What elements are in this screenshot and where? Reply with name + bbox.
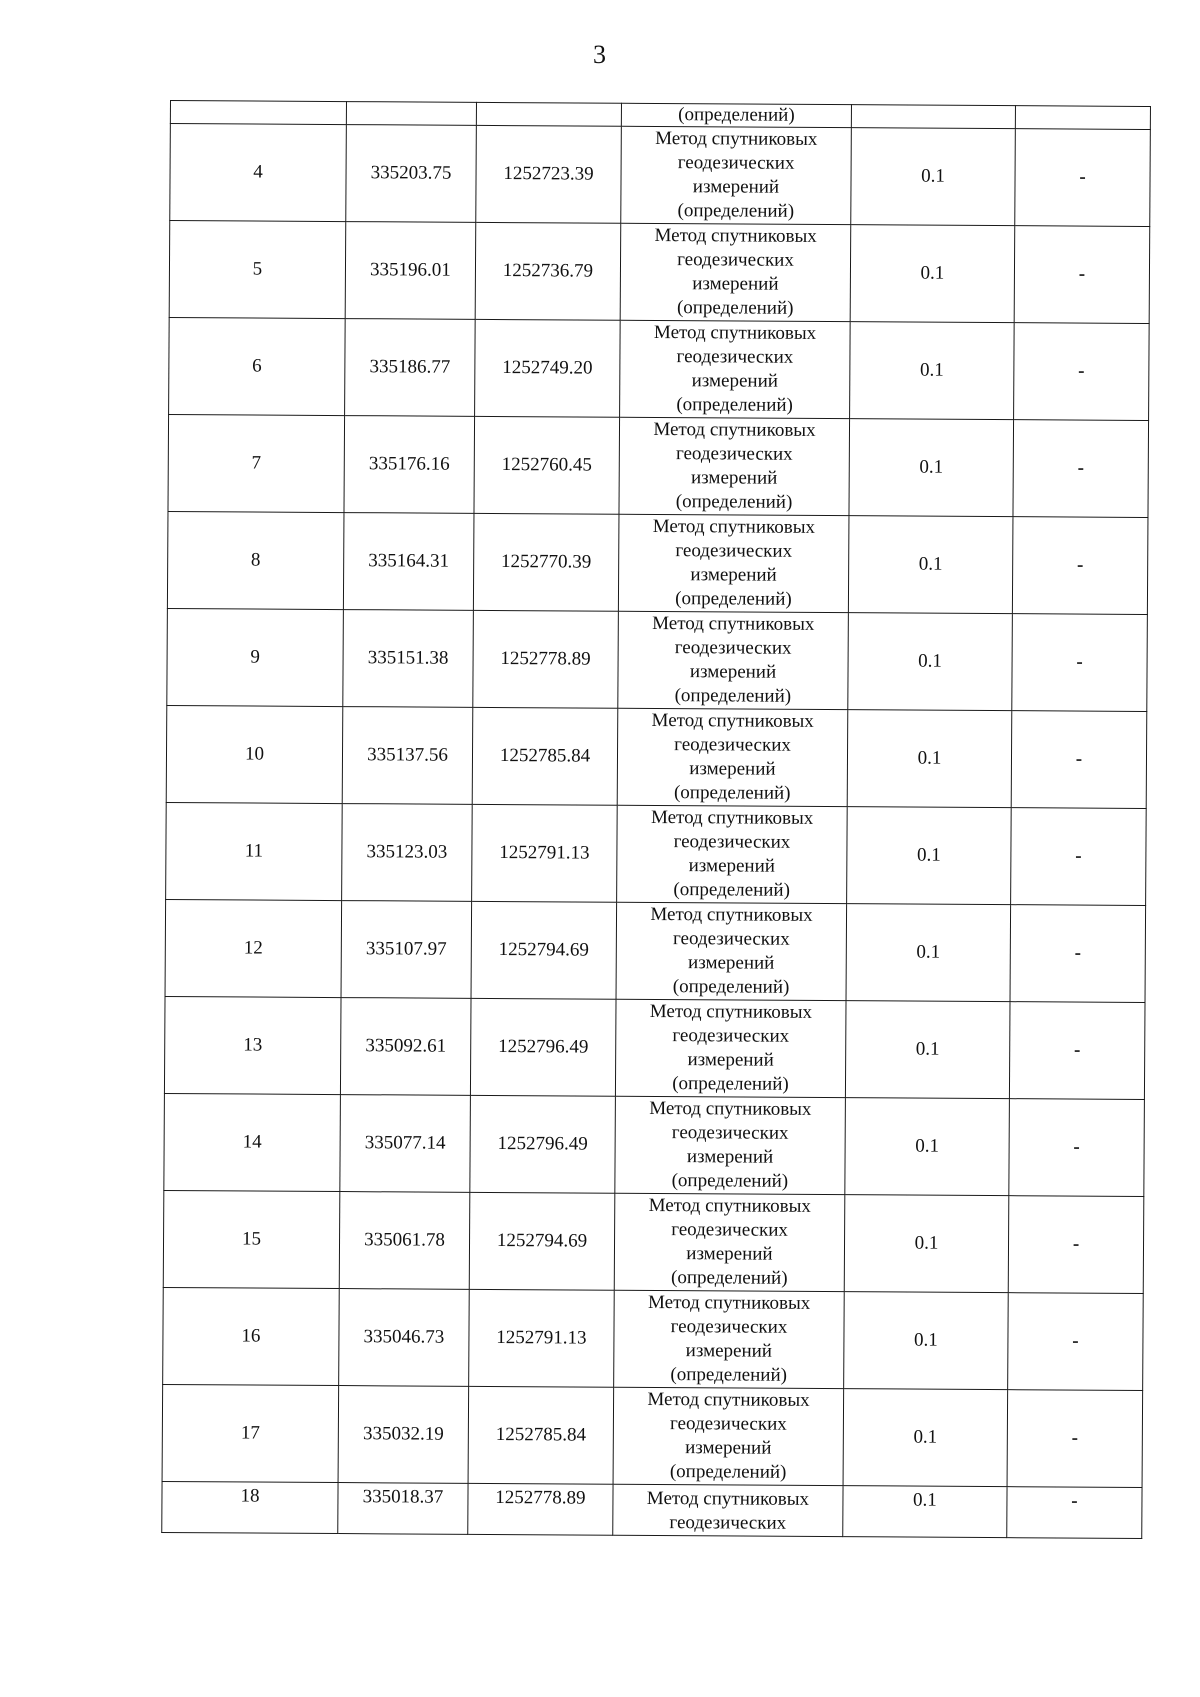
note-cell [1014,226,1150,324]
note-cell [1013,420,1149,518]
table-row [170,124,1151,227]
y-coordinate-cell-text: 1252778.89 [500,648,591,670]
accuracy-cell-text: 0.1 [919,359,944,381]
x-coordinate-cell [342,707,473,805]
point-number-cell-text: 10 [244,743,265,765]
method-line: (определений) [670,1267,788,1289]
y-coordinate-cell [472,707,618,805]
y-coordinate-cell-text: 1252785.84 [499,745,591,767]
method-line: Метод спутниковых [647,1291,811,1314]
method-cell [621,126,852,224]
y-coordinate-cell [475,222,621,320]
method-line: измерений [690,467,778,489]
y-coordinate-cell [474,416,620,514]
method-line: (определений) [672,1073,789,1095]
note-cell [1015,129,1151,227]
method-line: (определений) [669,1461,787,1483]
method-cell [614,1290,845,1388]
point-number-cell [165,899,342,997]
note-cell [1007,1390,1143,1488]
table-row [163,1190,1144,1293]
x-coordinate-cell [342,804,473,902]
note-cell-text: - [1071,1490,1078,1512]
method-cell [619,417,850,515]
x-coordinate-cell [339,1192,470,1290]
method-line: Метод спутниковых [647,1388,810,1411]
accuracy-cell-text: 0.1 [915,1135,940,1157]
accuracy-cell [850,225,1015,323]
method-cell [613,1484,843,1536]
y-coordinate-cell-text: 1252760.45 [501,454,592,476]
method-line: (определений) [675,588,792,610]
method-line: Метод спутниковых [649,1000,813,1023]
method-cell [617,708,848,806]
method-cell [618,611,849,709]
point-number-cell-text: 14 [242,1131,262,1153]
accuracy-cell-text: 0.1 [917,747,942,769]
accuracy-cell-text: 0.1 [918,553,943,575]
x-coordinate-cell [343,610,474,708]
method-line: Метод спутниковых [651,709,814,732]
y-coordinate-cell [468,1386,614,1484]
point-number-cell-text: 17 [240,1422,260,1444]
table-row [167,511,1148,614]
table-row [166,802,1147,905]
point-number-cell-text: 8 [250,549,261,571]
note-cell [1014,323,1150,421]
y-coordinate-cell [473,610,619,708]
method-line: (определений) [673,782,791,804]
point-number-cell-text: 6 [252,355,262,377]
accuracy-cell [845,1001,1010,1099]
table-row [162,1384,1143,1487]
point-number-cell [164,1093,341,1191]
method-line: геодезических [675,443,793,465]
method-line: геодезических [671,1219,789,1241]
x-coordinate-cell-text: 335107.97 [365,938,447,960]
note-cell [1011,808,1147,906]
note-cell [1009,1099,1145,1197]
method-line: (определений) [675,491,793,513]
method-line: геодезических [669,1512,787,1534]
method-line: (определений) [674,685,792,707]
table-row [169,221,1150,324]
x-coordinate-cell [346,125,477,223]
accuracy-cell [848,516,1013,614]
y-coordinate-cell-text: 1252736.79 [502,260,594,282]
coordinates-table [161,100,1151,1539]
method-line: Метод спутниковых [654,224,817,247]
accuracy-cell [847,807,1012,905]
x-coordinate-cell [345,319,476,417]
table-row [167,608,1148,711]
point-number-cell-text: 7 [251,452,262,474]
method-line: Метод спутниковых [655,127,818,150]
accuracy-cell-text: 0.1 [915,1038,940,1060]
accuracy-cell-text: 0.1 [919,456,944,478]
y-coordinate-cell [473,513,619,611]
point-number-cell [162,1481,338,1533]
x-coordinate-cell-text: 335137.56 [367,744,448,766]
note-cell-text: - [1074,942,1082,964]
note-cell [1012,614,1148,712]
x-coordinate-cell-text: 335123.03 [366,841,448,863]
note-cell-text: - [1075,845,1082,867]
table-row [169,317,1150,420]
table-row [164,1093,1145,1196]
method-line: (определений) [678,104,795,126]
note-cell [1008,1293,1144,1391]
accuracy-cell [851,105,1015,129]
point-number-cell [170,101,346,125]
accuracy-cell [845,1098,1010,1196]
method-line: (определений) [676,297,794,319]
method-line: Метод спутниковых [653,321,817,344]
point-number-cell [166,802,343,900]
accuracy-cell-text: 0.1 [916,844,941,866]
y-coordinate-cell [470,1095,616,1193]
y-coordinate-cell-text: 1252794.69 [498,939,590,961]
method-line: геодезических [676,346,794,368]
method-line: измерений [691,370,779,392]
method-line: Метод спутниковых [652,515,816,538]
point-number-cell [170,124,347,222]
accuracy-cell-text: 0.1 [914,1232,939,1254]
accuracy-cell [848,613,1013,711]
note-cell [1010,905,1146,1003]
method-line: Метод спутниковых [646,1487,810,1510]
point-number-cell [163,1287,340,1385]
accuracy-cell [850,322,1015,420]
note-cell-text: - [1073,1039,1081,1061]
method-line: Метод спутниковых [650,806,814,829]
table-row [168,414,1149,517]
note-cell-text: - [1075,748,1083,770]
point-number-cell [169,317,346,415]
accuracy-cell-text: 0.1 [920,262,945,284]
method-line: Метод спутниковых [653,418,816,441]
x-coordinate-cell [345,222,476,320]
method-line: (определений) [672,976,790,998]
method-line: измерений [688,855,776,877]
accuracy-cell-text: 0.1 [913,1426,938,1448]
note-cell-text: - [1078,360,1085,382]
x-coordinate-cell-text: 335164.31 [368,550,450,572]
note-cell-text: - [1076,554,1084,576]
y-coordinate-cell-text: 1252770.39 [500,551,592,573]
point-number-cell-text: 9 [250,646,260,668]
note-cell [1015,106,1150,130]
method-line: Метод спутниковых [649,1097,812,1120]
x-coordinate-cell-text: 335046.73 [363,1326,445,1348]
point-number-cell [167,511,344,609]
note-cell-text: - [1077,457,1084,479]
y-coordinate-cell [471,901,617,999]
y-coordinate-cell [470,998,616,1096]
x-coordinate-cell [338,1386,469,1484]
method-line: (определений) [671,1170,789,1192]
accuracy-cell-text: 0.1 [913,1329,938,1351]
x-coordinate-cell-text: 335186.77 [369,356,451,378]
method-line: геодезических [672,1025,790,1047]
method-line: измерений [686,1243,773,1265]
note-cell [1011,711,1147,809]
accuracy-cell [844,1195,1009,1293]
note-cell [1008,1196,1144,1294]
method-line: измерений [689,758,776,780]
x-coordinate-cell [341,901,472,999]
method-cell [620,223,851,321]
y-coordinate-cell-text: 1252749.20 [502,357,593,379]
note-cell [1012,517,1148,615]
method-line: измерений [688,952,775,974]
y-coordinate-cell-text: 1252796.49 [497,1133,588,1155]
y-coordinate-cell [469,1192,615,1290]
accuracy-cell-text: 0.1 [916,941,941,963]
method-line: геодезических [671,1122,789,1144]
method-line: (определений) [676,394,793,416]
method-cell [614,1193,845,1291]
point-number-cell [162,1384,339,1482]
x-coordinate-cell [340,1095,471,1193]
point-number-cell-text: 11 [244,840,264,862]
method-line: измерений [687,1049,774,1071]
method-line: измерений [685,1340,773,1362]
accuracy-cell [843,1486,1007,1538]
point-number-cell-text: 16 [241,1325,261,1347]
page-number: 3 [593,40,607,69]
x-coordinate-cell-text: 335092.61 [365,1035,447,1057]
y-coordinate-cell [476,102,621,126]
accuracy-cell [847,710,1012,808]
x-coordinate-cell [339,1289,470,1387]
x-coordinate-cell [344,416,475,514]
x-coordinate-cell-text: 335176.16 [368,453,450,475]
point-number-cell [168,414,345,512]
y-coordinate-cell [472,804,618,902]
point-number-cell [164,996,341,1094]
method-line: измерений [686,1146,774,1168]
method-cell [613,1387,844,1485]
method-line: геодезических [672,928,790,950]
method-cell [615,999,846,1097]
method-cell [621,103,851,127]
accuracy-cell [849,419,1014,517]
accuracy-cell [851,128,1016,226]
note-cell-text: - [1071,1427,1079,1449]
point-number-cell-text: 15 [241,1228,262,1250]
method-line: (определений) [673,879,791,901]
note-cell-text: - [1076,651,1083,673]
method-line: измерений [692,176,780,198]
accuracy-cell-text: 0.1 [913,1489,937,1511]
point-number-cell-text: 18 [240,1485,260,1507]
x-coordinate-cell-text: 335077.14 [364,1132,446,1154]
x-coordinate-cell-text: 335196.01 [370,259,451,281]
method-line: (определений) [670,1364,788,1386]
y-coordinate-cell-text: 1252785.84 [495,1424,587,1446]
accuracy-cell-text: 0.1 [918,650,943,672]
y-coordinate-cell-text: 1252794.69 [496,1230,588,1252]
x-coordinate-cell [340,998,471,1096]
x-coordinate-cell-text: 335061.78 [364,1229,445,1251]
y-coordinate-cell [476,125,622,223]
accuracy-cell [843,1389,1008,1487]
x-coordinate-cell-text: 335032.19 [362,1423,444,1445]
note-cell-text: - [1072,1330,1079,1352]
table-row [163,1287,1144,1390]
method-line: Метод спутниковых [648,1194,811,1217]
y-coordinate-cell [475,319,621,417]
point-number-cell-text: 13 [243,1034,263,1056]
note-cell-text: - [1073,1136,1080,1158]
y-coordinate-cell-text: 1252791.13 [499,842,590,864]
x-coordinate-cell-text: 335151.38 [367,647,449,669]
method-line: геодезических [675,540,793,562]
method-cell [617,805,848,903]
method-line: геодезических [674,734,791,756]
method-cell [616,902,847,1000]
note-cell-text: - [1078,263,1086,285]
method-line: измерений [692,273,779,295]
method-line: Метод спутниковых [652,612,815,635]
y-coordinate-cell [468,1483,613,1535]
method-cell [620,320,851,418]
method-line: геодезических [673,831,791,853]
point-number-cell-text: 5 [252,258,263,280]
method-line: геодезических [677,152,795,174]
method-line: геодезических [669,1413,787,1435]
accuracy-cell [844,1292,1009,1390]
method-line: геодезических [670,1316,788,1338]
method-cell [618,514,849,612]
note-cell-text: - [1079,166,1086,188]
x-coordinate-cell-text: 335018.37 [362,1486,444,1508]
x-coordinate-cell [343,513,474,611]
method-line: измерений [690,564,777,586]
point-number-cell [163,1190,340,1288]
accuracy-cell-text: 0.1 [921,165,945,187]
table-row [164,996,1145,1099]
table-row [162,1481,1142,1538]
method-line: геодезических [677,249,794,271]
table-row [166,705,1147,808]
table-row [165,899,1146,1002]
method-cell [615,1096,846,1194]
method-line: измерений [689,661,777,683]
note-cell [1009,1002,1145,1100]
method-line: Метод спутниковых [650,903,813,926]
y-coordinate-cell [469,1289,615,1387]
note-cell [1007,1487,1142,1539]
point-number-cell [167,608,344,706]
point-number-cell [166,705,343,803]
note-cell-text: - [1072,1233,1080,1255]
method-line: (определений) [677,200,795,222]
x-coordinate-cell [346,102,476,126]
x-coordinate-cell [338,1483,468,1535]
y-coordinate-cell-text: 1252791.13 [496,1327,587,1349]
point-number-cell-text: 4 [253,161,263,183]
x-coordinate-cell-text: 335203.75 [370,162,452,184]
method-line: измерений [685,1437,772,1459]
y-coordinate-cell-text: 1252723.39 [503,163,594,185]
y-coordinate-cell-text: 1252778.89 [495,1487,586,1509]
method-line: геодезических [674,637,792,659]
point-number-cell [169,221,346,319]
accuracy-cell [846,904,1011,1002]
point-number-cell-text: 12 [243,937,263,959]
table-body [162,101,1151,1539]
y-coordinate-cell-text: 1252796.49 [498,1036,589,1058]
